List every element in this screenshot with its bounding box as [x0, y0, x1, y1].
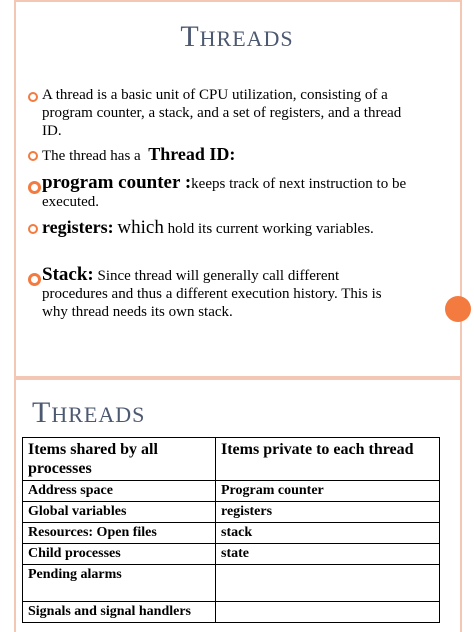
slide-title: THREADS — [180, 20, 294, 53]
table-cell — [216, 602, 440, 623]
table-row — [23, 481, 440, 502]
bullet-emphasis: Thread ID: — [148, 144, 236, 164]
table-header-cell: Items private to each thread — [216, 438, 440, 481]
bullet-stack — [28, 266, 408, 321]
table-cell: Resources: Open files — [23, 523, 216, 544]
circle-bullet-icon — [28, 92, 38, 102]
table-row — [23, 544, 440, 565]
bullet-emphasis: registers: — [42, 217, 114, 237]
circle-bullet-icon — [28, 151, 38, 161]
bullet-text: hold its current working variables. — [167, 221, 374, 237]
table-cell: Global variables — [23, 502, 216, 523]
slide-2 — [0, 378, 474, 632]
bullet-registers — [28, 218, 408, 238]
slide-title: THREADS — [32, 396, 146, 429]
circle-bullet-icon — [28, 224, 38, 234]
table-cell: Signals and signal handlers — [23, 602, 216, 623]
frame-border-right — [460, 378, 462, 632]
circle-bullet-icon — [28, 273, 41, 286]
bullet-definition — [28, 86, 408, 140]
bullet-text: Since thread will generally call different procedures and thus a different execution history. This is why thread needs its own stack. — [42, 268, 382, 320]
table-cell: stack — [216, 523, 440, 544]
frame-border-left — [14, 378, 16, 632]
table-header-cell: Items shared by all processes — [23, 438, 216, 481]
frame-border-top — [14, 0, 462, 2]
table-cell: Child processes — [23, 544, 216, 565]
bullet-program-counter — [28, 174, 408, 211]
bullet-emphasis: program counter : — [42, 172, 192, 193]
table-cell: Address space — [23, 481, 216, 502]
bullet-emphasis: Stack: — [42, 264, 94, 285]
bullet-text: A thread is a basic unit of CPU utilization, consisting of a program counter, a stack, and a set of registers, and a thread ID. — [42, 87, 402, 139]
table-row — [23, 502, 440, 523]
table-row — [23, 602, 440, 623]
frame-border-left — [14, 0, 16, 378]
bullet-thread-id — [28, 145, 408, 165]
frame-border-top — [14, 378, 462, 380]
table-cell — [216, 565, 440, 602]
table-cell: Program counter — [216, 481, 440, 502]
threads-table — [22, 437, 440, 623]
table-row — [23, 565, 440, 602]
orange-circle-icon — [445, 296, 471, 322]
bullet-emphasis-plain: which — [117, 217, 164, 238]
table-cell: Pending alarms — [23, 565, 216, 602]
table-cell: state — [216, 544, 440, 565]
table-header-row — [23, 438, 440, 481]
circle-bullet-icon — [28, 181, 41, 194]
table-row — [23, 523, 440, 544]
table-cell: registers — [216, 502, 440, 523]
bullet-text: The thread has a — [42, 148, 141, 164]
bullet-text: keeps track of next instruction to be executed. — [42, 176, 407, 210]
